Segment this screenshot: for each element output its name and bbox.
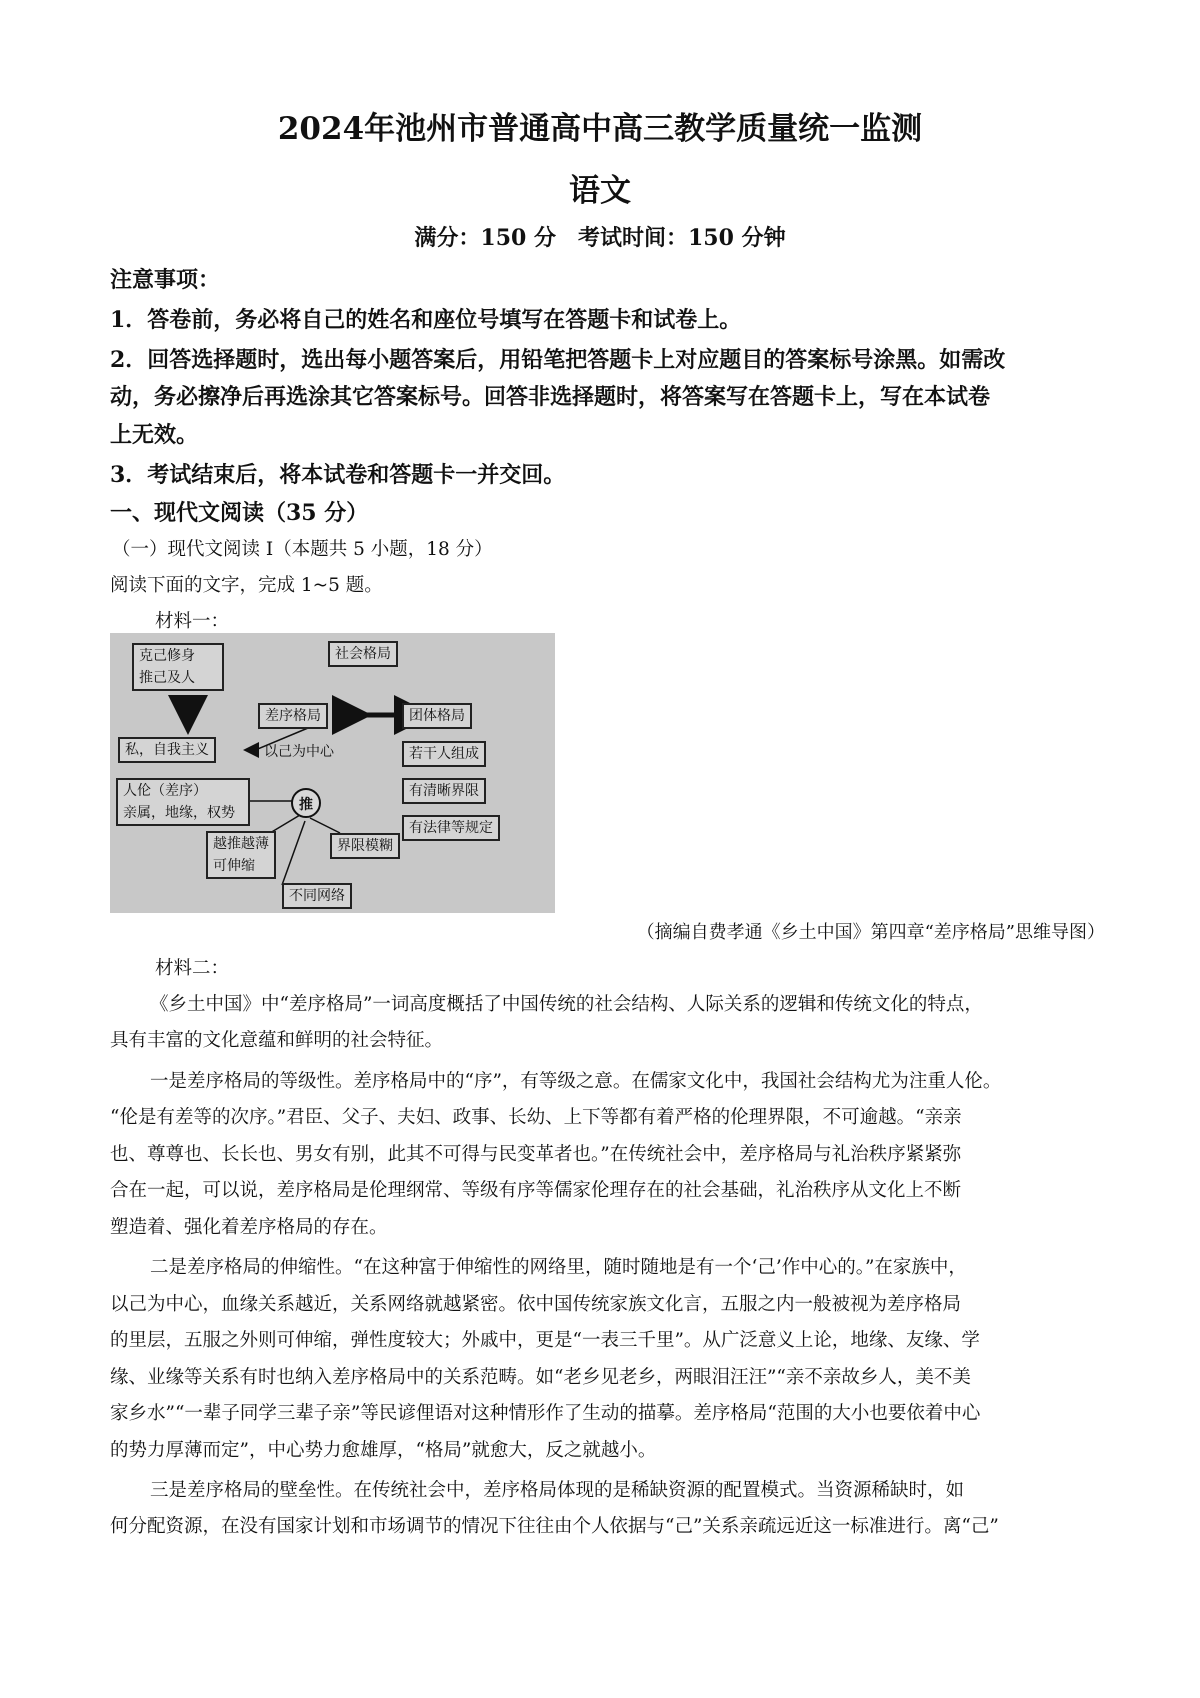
circle-tui-label: 推 (299, 797, 313, 813)
exam-title: 2024年池州市普通高中高三教学质量统一监测 (277, 111, 923, 147)
material2-label: 材料二： (155, 958, 230, 979)
body-line: 具有丰富的文化意蕴和鲜明的社会特征。 (110, 1030, 444, 1051)
notice-heading: 注意事项： (110, 267, 221, 293)
notice-line: 1．答卷前，务必将自己的姓名和座位号填写在答题卡和试卷上。 (110, 307, 742, 333)
body-line: 家乡水”“一辈子同学三辈子亲”等民谚俚语对这种情形作了生动的描摹。差序格局“范围的大小也要依着中心 (110, 1403, 981, 1424)
instruction: 阅读下面的文字，完成 1~5 题。 (110, 575, 383, 596)
body-line: 一是差序格局的等级性。差序格局中的“序”，有等级之意。在儒家文化中，我国社会结构尤为注重人伦。 (150, 1071, 1002, 1092)
box-chaxu-geju: 差序格局 (258, 703, 328, 729)
body-line: 的里层，五服之外则可伸缩，弹性度较大；外戚中，更是“一表三千里”。从广泛意义上论，地缘、友缘、学 (110, 1330, 980, 1351)
body-line: 二是差序格局的伸缩性。“在这种富于伸缩性的网络里，随时随地是有一个‘己’作中心的。”在家族中， (150, 1257, 967, 1278)
box-butong-wangluo: 不同网络 (282, 883, 352, 909)
body-line: 以己为中心，血缘关系越近，关系网络就越紧密。依中国传统家族文化言，五服之内一般被视为差序格局 (110, 1294, 962, 1315)
box-shehui-geju: 社会格局 (328, 641, 398, 667)
notice-line: 上无效。 (110, 422, 199, 448)
section-heading: 一、现代文阅读（35 分） (110, 500, 369, 526)
body-line: 《乡土中国》中“差序格局”一词高度概括了中国传统的社会结构、人际关系的逻辑和传统文化的特点， (150, 994, 983, 1015)
box-tuanti-geju: 团体格局 (402, 703, 472, 729)
box-ruogan-ren: 若干人组成 (402, 741, 486, 767)
yuetui-line-2: 可伸缩 (213, 858, 255, 874)
body-line: 三是差序格局的壁垒性。在传统社会中，差序格局体现的是稀缺资源的配置模式。当资源稀缺时，如 (150, 1480, 965, 1501)
exam-info: 满分：150 分 考试时间：150 分钟 (414, 225, 786, 251)
yuetui-line-1: 越推越薄 (213, 836, 269, 852)
body-line: 何分配资源，在没有国家计划和市场调节的情况下往往由个人依据与“己”关系亲疏远近这一标准进行。离“己” (110, 1516, 999, 1537)
sub-heading: （一）现代文阅读 I（本题共 5 小题，18 分） (112, 539, 493, 560)
material1-label: 材料一： (155, 611, 230, 632)
box-yuetui-yuebao (206, 831, 276, 879)
box-youqing-jiexian: 有清晰界限 (402, 778, 486, 804)
body-line: 也、尊尊也、长长也、男女有别，此其不可得与民变革者也。”在传统社会中，差序格局与礼治秩序紧紧弥 (110, 1144, 962, 1165)
body-line: 塑造着、强化着差序格局的存在。 (110, 1217, 388, 1238)
body-line: 缘、业缘等关系有时也纳入差序格局中的关系范畴。如“老乡见老乡，两眼泪汪汪”“亲不亲故乡人，美不美 (110, 1367, 971, 1388)
notice-line: 3．考试结束后，将本试卷和答题卡一并交回。 (110, 462, 566, 488)
box-keji-xiushen: 克己修身 推己及人 (132, 643, 224, 691)
label-yiji-weizhongxin: 以己为中心 (264, 744, 334, 760)
diagram-caption: （摘编自费孝通《乡土中国》第四章“差序格局”思维导图） (636, 922, 1105, 943)
body-line: 合在一起，可以说，差序格局是伦理纲常、等级有序等儒家伦理存在的社会基础，礼治秩序从文化上不断 (110, 1180, 962, 1201)
body-line: 的势力厚薄而定”，中心势力愈雄厚，“格局”就愈大，反之就越小。 (110, 1440, 657, 1461)
mind-map-diagram (110, 633, 555, 913)
box-renlun (116, 778, 250, 826)
renlun-line-1: 人伦（差序） (123, 783, 207, 799)
box-jiexian-mohu: 界限模糊 (330, 833, 400, 859)
box-zi-wo-zhuyi: 私，自我主义 (118, 737, 216, 763)
notice-line: 动，务必擦净后再选涂其它答案标号。回答非选择题时，将答案写在答题卡上，写在本试卷 (110, 384, 991, 410)
body-line: “伦是有差等的次序。”君臣、父子、夫妇、政事、长幼、上下等都有着严格的伦理界限，不可逾越。“亲亲 (110, 1107, 962, 1128)
box-you-falv: 有法律等规定 (402, 815, 500, 841)
notice-line: 2．回答选择题时，选出每小题答案后，用铅笔把答题卡上对应题目的答案标号涂黑。如需改 (110, 347, 1006, 373)
subject-title: 语文 (569, 173, 631, 209)
renlun-line-2: 亲属，地缘，权势 (123, 805, 235, 821)
